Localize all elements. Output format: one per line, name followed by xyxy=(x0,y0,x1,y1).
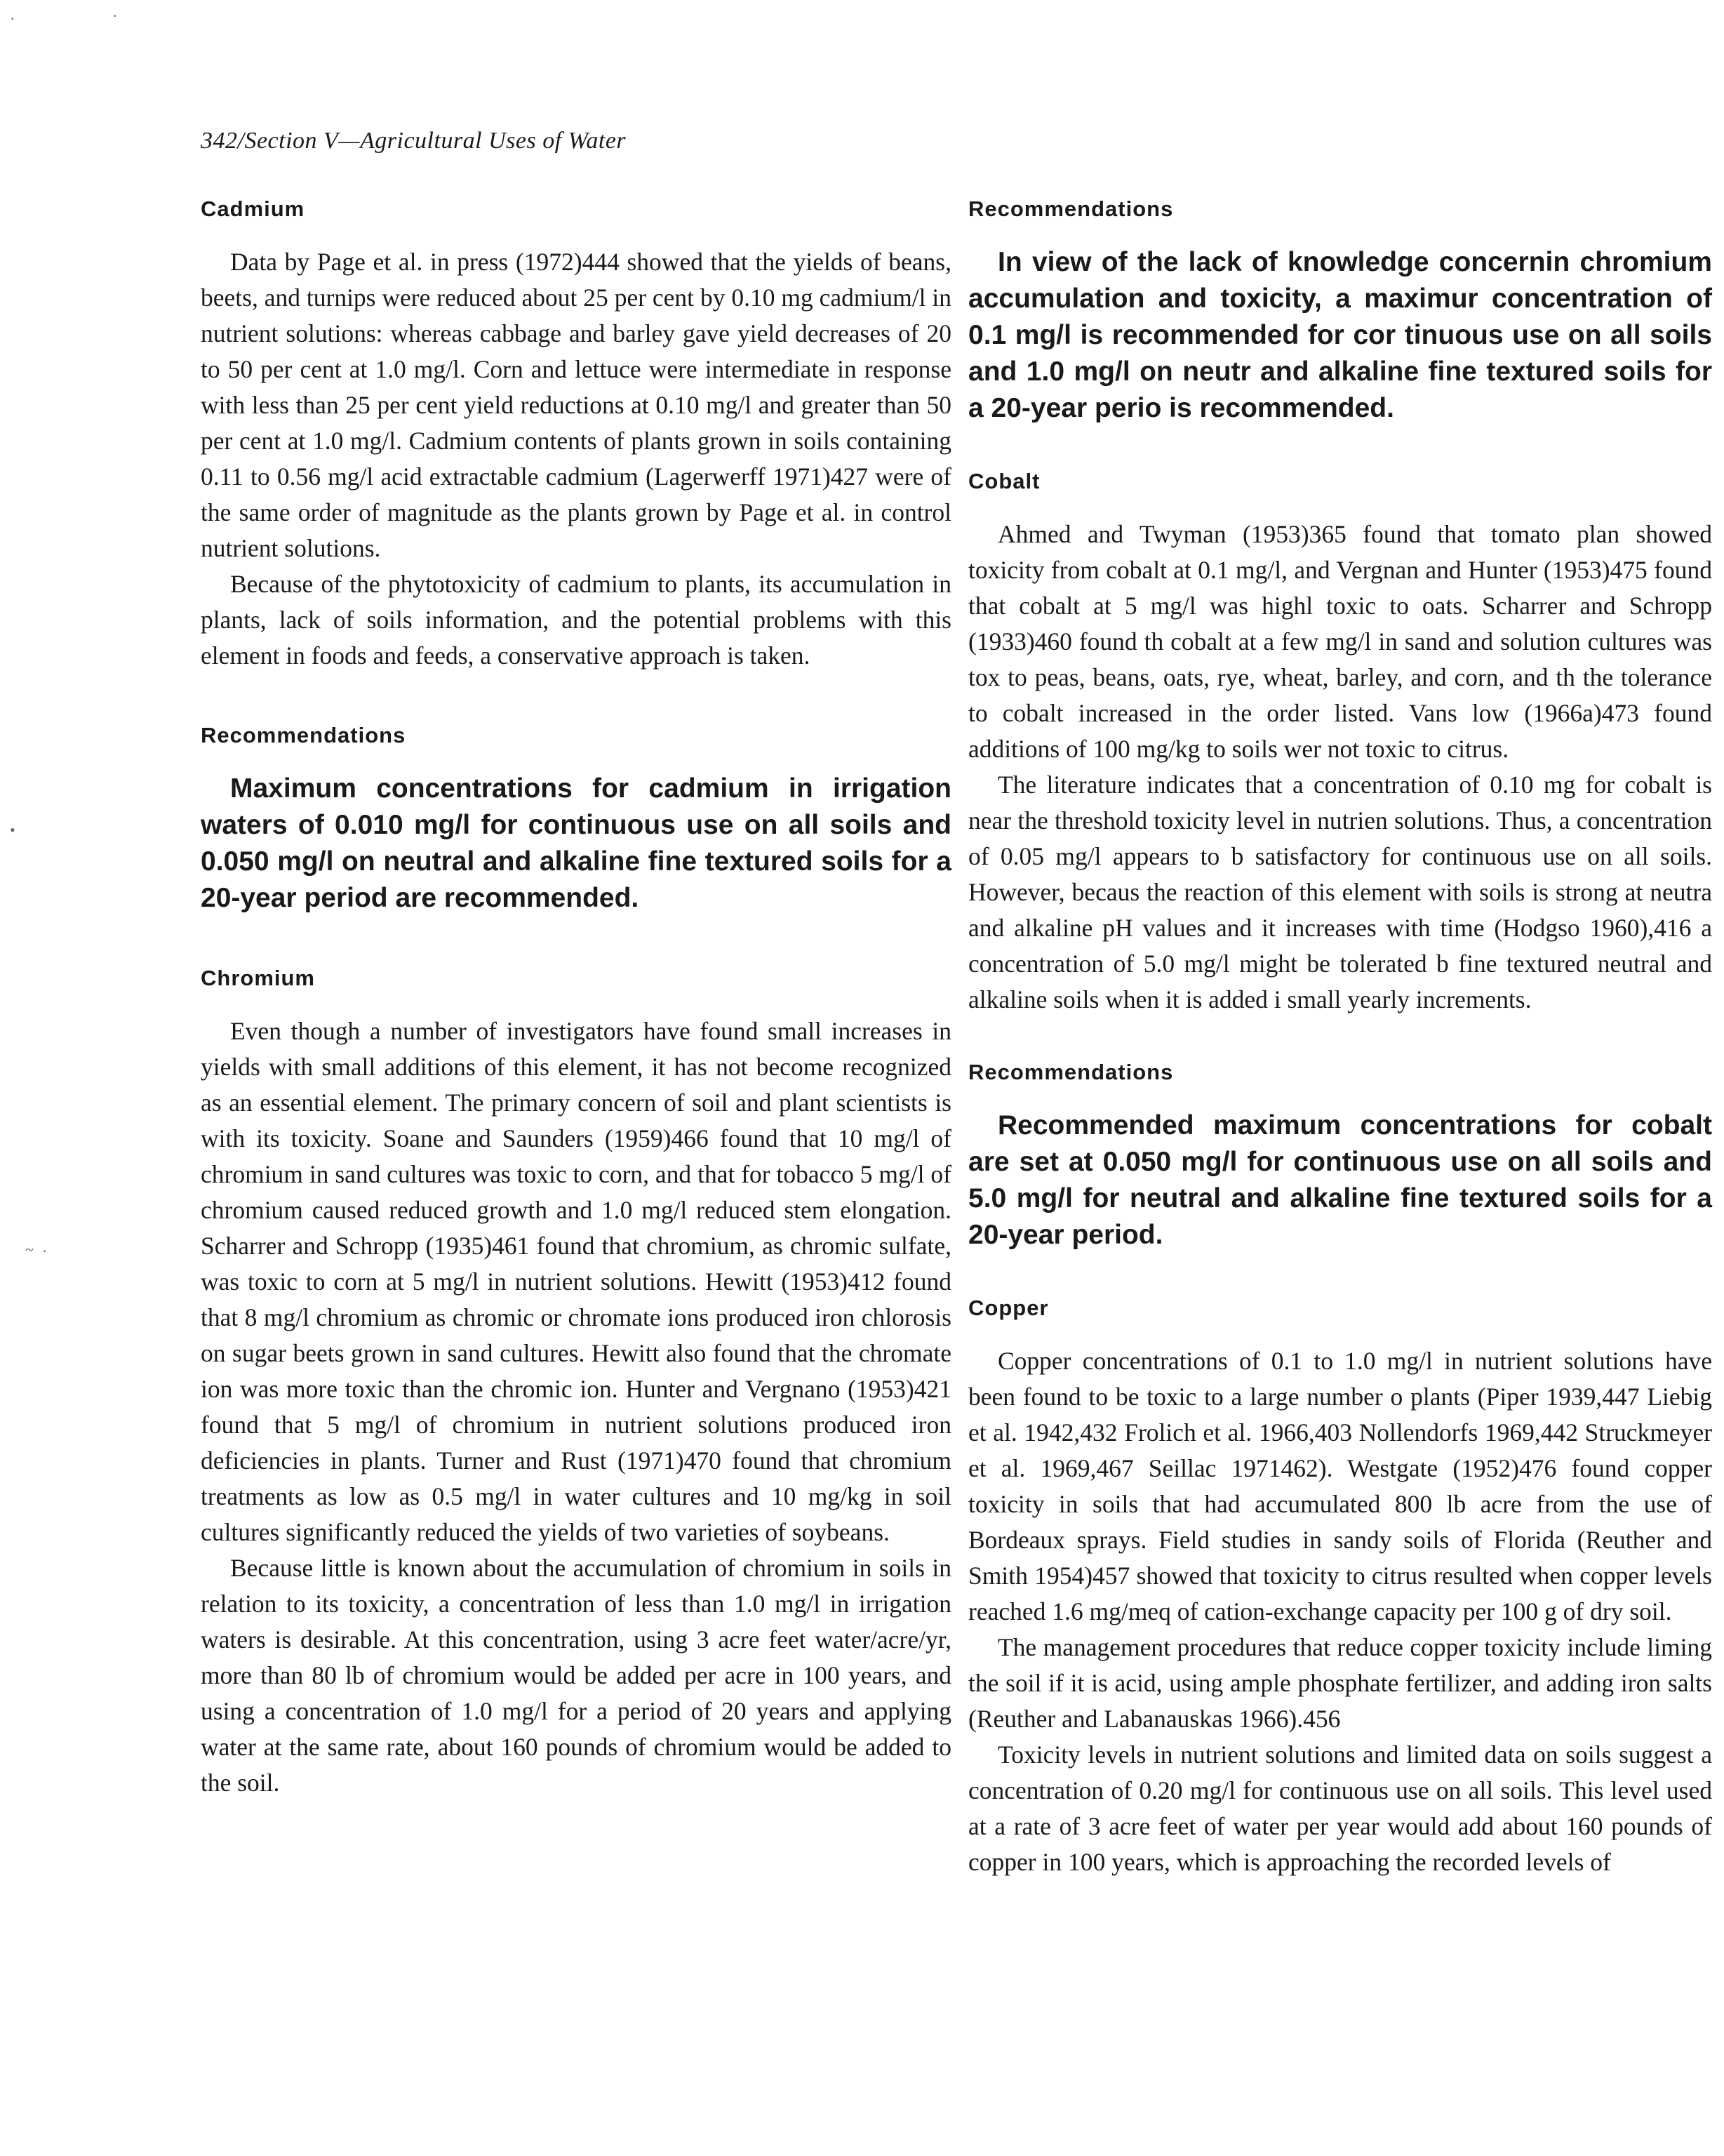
cadmium-paragraph-1: Data by Page et al. in press (1972)444 showed that the yields of beans, beets, and turnips were reduced about 25 per cent by 0.10 mg cadmium/l in nutrient solutions: whereas cabbage and barley gave yield decreases of 20 to 50 per cent at 1.0 mg/l. Corn and lettuce were intermediate in response with less than 25 per cent yield reductions at 0.10 mg/l and greater than 50 per cent at 1.0 mg/l. Cadmium contents of plants grown in soils containing 0.11 to 0.56 mg/l acid extractable cadmium (Lagerwerff 1971)427 were of the same order of magnitude as the plants grown by Page et al. in control nutrient solutions. xyxy=(201,248,951,562)
running-head: 342/Section V—Agricultural Uses of Water xyxy=(201,128,627,154)
scan-speck: • xyxy=(10,821,15,839)
cobalt-recommendation-text: Recommended maximum concentrations for cobalt are set at 0.050 mg/l for continuous use on all soils and 5.0 mg/l for neutral and alkaline fine textured soils for a 20-year period. xyxy=(968,1110,1712,1250)
chromium-paragraph-2: Because little is known about the accumulation of chromium in soils in relation to its toxicity, a concentration of less than 1.0 mg/l in irrigation waters is desirable. At this concentration, using 3 acre feet water/acre/yr, more than 80 lb of chromium would be added per acre in 100 years, and using a concentration of 1.0 mg/l for a period of 20 years and applying water at the same rate, about 160 pounds of chromium would be added to the soil. xyxy=(201,1554,951,1797)
copper-paragraph-1: Copper concentrations of 0.1 to 1.0 mg/l in nutrient solutions have been found to be toxic to a large number o plants (Piper 1939,447 Liebig et al. 1942,432 Frolich et al. 1966,403 Nollendorfs 1969,442 Struckmeyer et al. 1969,467 Seillac 1971462). Westgate (1952)476 found copper toxicity in soils that had accumulated 800 lb acre from the use of Bordeaux sprays. Field studies in sandy soils of Florida (Reuther and Smith 1954)457 showed that toxicity to citrus resulted when copper levels reached 1.6 mg/meq of cation-exchange capacity per 100 g of dry soil. xyxy=(968,1347,1712,1625)
left-column xyxy=(201,197,951,1801)
scan-speck: · xyxy=(10,10,15,27)
scan-speck: ~ xyxy=(25,1241,34,1258)
chromium-recommendation-text: In view of the lack of knowledge concernin chromium accumulation and toxicity, a maximur concentration of 0.1 mg/l is recommended for cor tinuous use on all soils and 1.0 mg/l on neutr and alkaline fine textured soils for a 20-year perio is recommended. xyxy=(968,247,1712,423)
cadmium-paragraph-2: Because of the phytotoxicity of cadmium to plants, its accumulation in plants, lack of soils information, and the potential problems with this element in foods and feeds, a conservative approach is taken. xyxy=(201,570,951,670)
right-column xyxy=(968,197,1712,1880)
cadmium-recommendations-heading: Recommendations xyxy=(201,723,406,747)
chromium-recommendations-heading: Recommendations xyxy=(968,197,1174,221)
chromium-heading: Chromium xyxy=(201,966,315,990)
cadmium-heading: Cadmium xyxy=(201,197,305,221)
cobalt-paragraph-2: The literature indicates that a concentration of 0.10 mg for cobalt is near the threshold toxicity level in nutrien solutions. Thus, a concentration of 0.05 mg/l appears to b satisfactory for continuous use on all soils. However, becaus the reaction of this element with soils is strong at neutra and alkaline pH values and it increases with time (Hodgso 1960),416 a concentration of 5.0 mg/l might be tolerated b fine textured neutral and alkaline soils when it is added i small yearly increments. xyxy=(968,771,1712,1013)
cadmium-recommendation-text: Maximum concentrations for cadmium in irrigation waters of 0.010 mg/l for continuous use on all soils and 0.050 mg/l on neutral and alkaline fine textured soils for a 20-year period are recommended. xyxy=(201,773,951,913)
copper-paragraph-2: The management procedures that reduce copper toxicity include liming the soil if it is acid, using ample phosphate fertilizer, and adding iron salts (Reuther and Labanauskas 1966).456 xyxy=(968,1633,1712,1733)
cobalt-recommendations-heading: Recommendations xyxy=(968,1060,1174,1084)
chromium-paragraph-1: Even though a number of investigators have found small increases in yields with small additions of this element, it has not become recognized as an essential element. The primary concern of soil and plant scientists is with its toxicity. Soane and Saunders (1959)466 found that 10 mg/l of chromium in sand cultures was toxic to corn, and that for tobacco 5 mg/l of chromium caused reduced growth and 1.0 mg/l reduced stem elongation. Scharrer and Schropp (1935)461 found that chromium, as chromic sulfate, was toxic to corn at 5 mg/l in nutrient solutions. Hewitt (1953)412 found that 8 mg/l chromium as chromic or chromate ions produced iron chlorosis on sugar beets grown in sand cultures. Hewitt also found that the chromate ion was more toxic than the chromic ion. Hunter and Vergnano (1953)421 found that 5 mg/l of chromium in nutrient solutions produced iron deficiencies in plants. Turner and Rust (1971)470 found that chromium treatments as low as 0.5 mg/l in water cultures and 10 mg/kg in soil cultures significantly reduced the yields of two varieties of soybeans. xyxy=(201,1017,951,1546)
cobalt-paragraph-1: Ahmed and Twyman (1953)365 found that tomato plan showed toxicity from cobalt at 0.1 mg/l, and Vergnan and Hunter (1953)475 found that cobalt at 5 mg/l was highl toxic to oats. Scharrer and Schropp (1933)460 found th cobalt at a few mg/l in sand and solution cultures was tox to peas, beans, oats, rye, wheat, barley, and corn, and th the tolerance to cobalt increased in the order listed. Vans low (1966a)473 found additions of 100 mg/kg to soils wer not toxic to citrus. xyxy=(968,520,1712,763)
cobalt-heading: Cobalt xyxy=(968,469,1041,493)
copper-heading: Copper xyxy=(968,1296,1049,1320)
scan-speck: · xyxy=(42,1242,48,1260)
scan-speck: · xyxy=(112,7,118,25)
copper-paragraph-3: Toxicity levels in nutrient solutions and limited data on soils suggest a concentration of 0.20 mg/l for continuous use on all soils. This level used at a rate of 3 acre feet of water per year would add about 160 pounds of copper in 100 years, which is approaching the recorded levels of xyxy=(968,1741,1712,1876)
